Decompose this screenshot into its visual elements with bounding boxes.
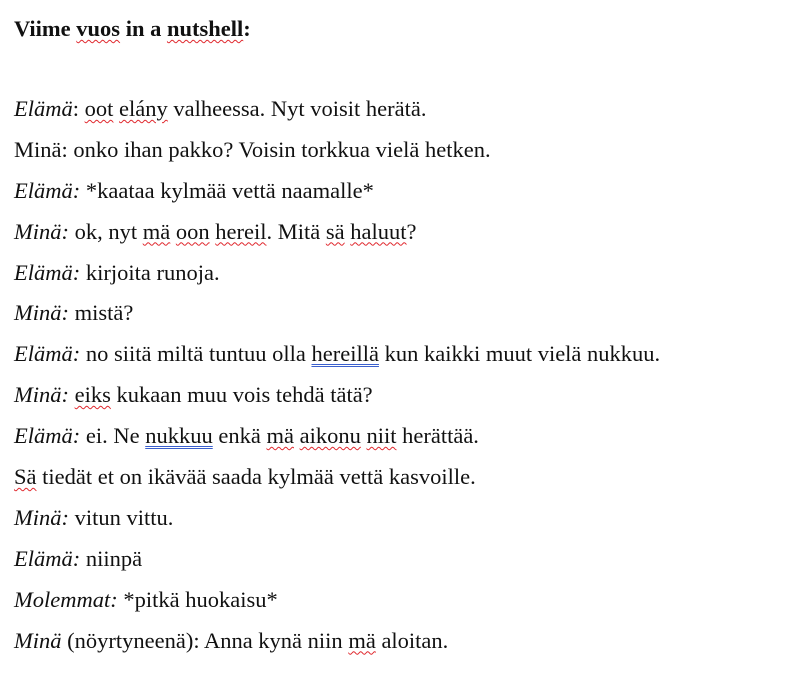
text-segment: ei. Ne: [80, 423, 146, 449]
text-segment: ?: [406, 218, 417, 244]
grammar-flagged-word: hereillä: [311, 341, 379, 367]
misspelled-word: aikonu: [299, 423, 361, 449]
speaker-name: Minä:: [14, 300, 69, 326]
text-segment: Viime: [14, 16, 77, 41]
text-segment: ok, nyt: [69, 218, 143, 244]
text-segment: (nöyrtyneenä): Anna kynä niin: [61, 627, 349, 653]
text-segment: kun kaikki muut vielä nukkuu.: [378, 341, 661, 367]
misspelled-word: mä: [142, 218, 171, 244]
speaker-name: Minä:: [14, 382, 69, 408]
dialogue-line: [14, 585, 660, 626]
misspelled-word: vuos: [76, 16, 121, 41]
speaker-name: Elämä:: [14, 423, 81, 449]
text-segment: in a: [120, 16, 167, 41]
text-segment: : onko ihan pakko? Voisin torkkua vielä hetken.: [61, 136, 491, 162]
dialogue-line: [14, 503, 660, 544]
speaker-name: Elämä:: [14, 545, 81, 571]
text-segment: herättää.: [396, 423, 479, 449]
speaker-name: Elämä: [14, 96, 73, 121]
dialogue-line: [14, 421, 660, 462]
text-segment: :: [72, 96, 85, 121]
misspelled-word: oot: [84, 96, 114, 121]
speaker-name: Molemmat:: [14, 586, 118, 612]
misspelled-word: elány: [119, 96, 168, 121]
text-segment: kirjoita runoja.: [80, 259, 220, 285]
dialogue-line: [14, 339, 660, 380]
text-segment: aloitan.: [375, 627, 449, 653]
text-segment: tiedät et on ikävää saada kylmää vettä kasvoille.: [36, 464, 476, 490]
text-segment: niinpä: [80, 545, 143, 571]
dialogue-line: [14, 94, 660, 135]
misspelled-word: nutshell: [166, 16, 244, 41]
misspelled-word: hereil: [215, 218, 267, 244]
text-segment: vitun vittu.: [69, 504, 174, 530]
grammar-flagged-word: nukkuu: [145, 423, 213, 449]
misspelled-word: mä: [348, 627, 376, 653]
misspelled-word: Sä: [14, 464, 37, 490]
dialogue-line: [14, 462, 660, 503]
speaker-name: Minä: [14, 627, 62, 653]
dialogue-line: [14, 380, 660, 421]
misspelled-word: eiks: [74, 382, 111, 408]
dialogue-line: [14, 258, 660, 299]
misspelled-word: haluut: [350, 218, 407, 244]
document-title: [14, 14, 251, 44]
misspelled-word: oon: [175, 218, 210, 244]
misspelled-word: mä: [266, 423, 294, 449]
text-segment: *kaataa kylmää vettä naamalle*: [80, 177, 374, 203]
speaker-name: Minä:: [14, 218, 69, 244]
dialogue-line: [14, 217, 660, 258]
text-segment: no siitä miltä tuntuu olla: [80, 341, 312, 367]
dialogue-line: [14, 135, 660, 176]
speaker-name: Minä: [14, 136, 62, 162]
dialogue-lines: [14, 94, 660, 666]
text-segment: valheessa. Nyt voisit herätä.: [167, 96, 427, 121]
text-segment: enkä: [212, 423, 267, 449]
text-segment: *pitkä huokaisu*: [117, 586, 278, 612]
dialogue-line: [14, 626, 660, 667]
text-segment: kukaan muu vois tehdä tätä?: [110, 382, 373, 408]
dialogue-line: [14, 176, 660, 217]
text-segment: :: [243, 16, 251, 41]
dialogue-line: [14, 298, 660, 339]
misspelled-word: sä: [325, 218, 345, 244]
speaker-name: Elämä:: [14, 177, 81, 203]
speaker-name: Elämä:: [14, 341, 81, 367]
speaker-name: Elämä:: [14, 259, 81, 285]
text-segment: . Mitä: [266, 218, 326, 244]
dialogue-line: [14, 544, 660, 585]
misspelled-word: niit: [366, 423, 397, 449]
speaker-name: Minä:: [14, 504, 69, 530]
text-segment: mistä?: [69, 300, 134, 326]
